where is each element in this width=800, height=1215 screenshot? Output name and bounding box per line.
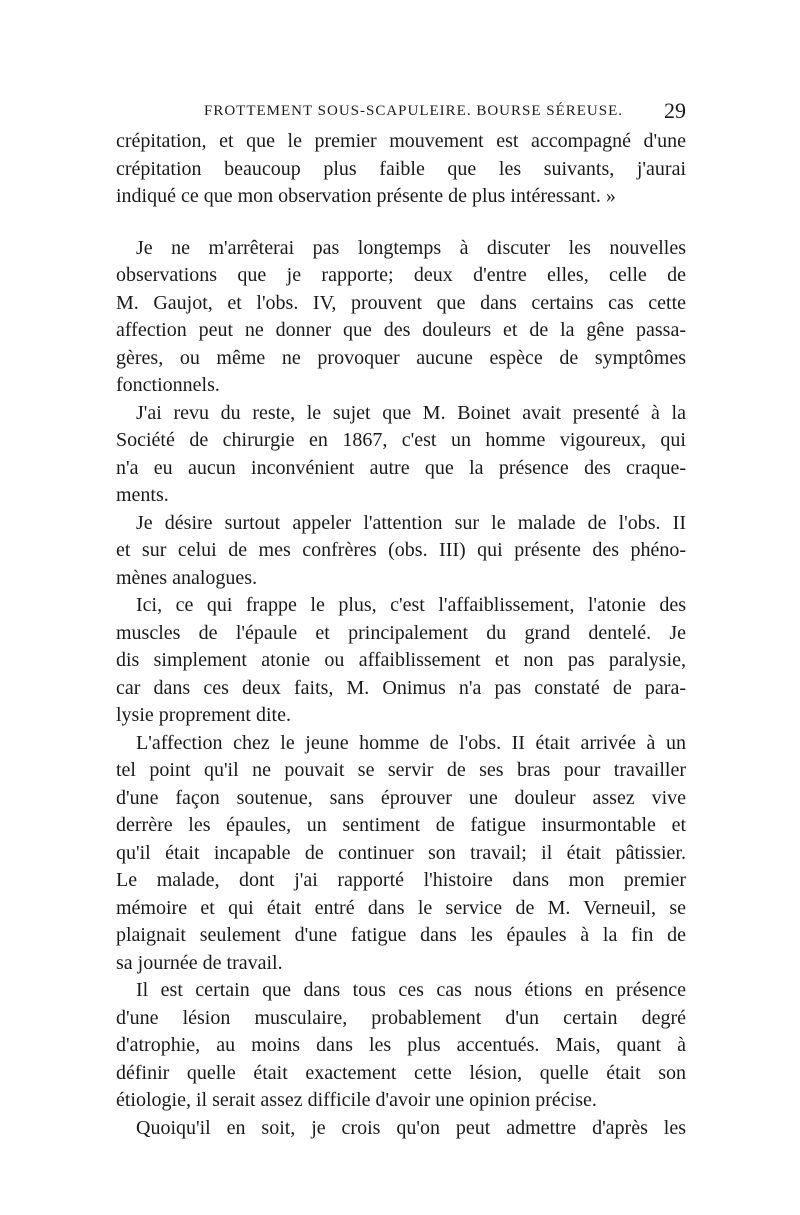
running-title: FROTTEMENT SOUS-SCAPULEIRE. BOURSE SÉREUSE.	[204, 103, 624, 119]
text-line: Il est certain que dans tous ces cas nous étions en présence	[136, 979, 686, 1001]
text-line: d'une lésion musculaire, probablement d'un certain degré	[116, 1006, 686, 1029]
text-line: définir quelle était exactement cette lésion, quelle était son	[116, 1061, 686, 1084]
text-line: M. Gaujot, et l'obs. IV, prouvent que dans certains cas cette	[116, 291, 686, 314]
text-line: et sur celui de mes confrères (obs. III) qui présente des phéno-	[116, 539, 686, 561]
text-line: dis simplement atonie ou affaiblissement et non pas paralysie,	[116, 649, 686, 671]
text-line: Ici, ce qui frappe le plus, c'est l'affaiblissement, l'atonie des	[136, 594, 686, 616]
text-line: J'ai revu du reste, le sujet que M. Boinet avait presenté à la	[136, 401, 686, 424]
text-line: sa journée de travail.	[116, 951, 283, 974]
text-line: fonctionnels.	[116, 374, 220, 396]
text-line: Société de chirurgie en 1867, c'est un homme vigoureux, qui	[116, 429, 686, 451]
text-line: crépitation beaucoup plus faible que les suivants, j'aurai	[116, 157, 686, 180]
text-line: Le malade, dont j'ai rapporté l'histoire dans mon premier	[116, 869, 686, 891]
text-line: ments.	[116, 484, 169, 506]
paragraph-gap	[116, 211, 686, 235]
text-line: crépitation, et que le premier mouvement est accompagné d'une	[116, 130, 686, 152]
page-number: 29	[664, 98, 686, 123]
text-line: Quoiqu'il en soit, je crois qu'on peut admettre d'après les	[136, 1116, 686, 1139]
text-line: n'a eu aucun inconvénient autre que la présence des craque-	[116, 456, 686, 479]
text-line: car dans ces deux faits, M. Onimus n'a pas constaté de para-	[116, 676, 686, 699]
text-line: indiqué ce que mon observation présente de plus intéressant. »	[116, 185, 616, 207]
text-line: muscles de l'épaule et principalement du grand dentelé. Je	[116, 621, 686, 644]
text-line: derrère les épaules, un sentiment de fatigue insurmontable et	[116, 814, 686, 836]
text-line: mémoire et qui était entré dans le service de M. Verneuil, se	[116, 896, 686, 919]
text-line: tel point qu'il ne pouvait se servir de ses bras pour travailler	[116, 759, 686, 781]
running-head	[116, 96, 686, 126]
text-line: observations que je rapporte; deux d'entre elles, celle de	[116, 264, 686, 286]
text-line: qu'il était incapable de continuer son travail; il était pâtissier.	[116, 841, 686, 864]
text-line: gères, ou même ne provoquer aucune espèce de symptômes	[116, 346, 686, 369]
body-text	[116, 128, 686, 1142]
text-line: affection peut ne donner que des douleurs et de la gêne passa-	[116, 319, 686, 341]
text-line: lysie proprement dite.	[116, 704, 291, 726]
text-line: étiologie, il serait assez difficile d'avoir une opinion précise.	[116, 1089, 597, 1111]
text-line: mènes analogues.	[116, 566, 258, 589]
text-line: Je désire surtout appeler l'attention sur le malade de l'obs. II	[136, 511, 686, 534]
text-line: d'une façon soutenue, sans éprouver une douleur assez vive	[116, 786, 686, 809]
text-line: L'affection chez le jeune homme de l'obs. II était arrivée à un	[136, 731, 686, 754]
text-line: plaignait seulement d'une fatigue dans les épaules à la fin de	[116, 924, 686, 946]
text-line: Je ne m'arrêterai pas longtemps à discuter les nouvelles	[136, 236, 686, 259]
text-line: d'atrophie, au moins dans les plus accentués. Mais, quant à	[116, 1034, 686, 1056]
